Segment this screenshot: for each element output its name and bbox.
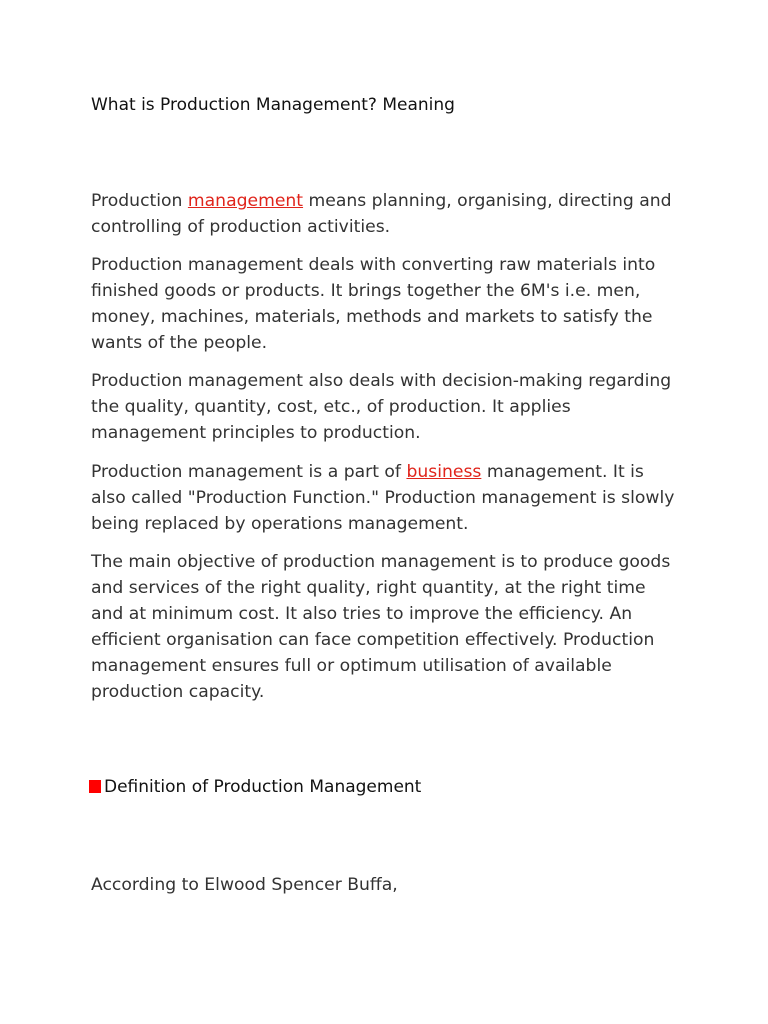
paragraph-6m: Production management deals with converting raw materials into finished goods or products. It brings together the 6M's i.e. men, money, machines, materials, methods and markets to satisfy the wants of the people. xyxy=(91,255,656,353)
paragraph-business xyxy=(91,459,681,537)
paragraph-text: means planning, organising, directing and controlling of production activities. xyxy=(91,191,672,237)
page-title: What is Production Management? Meaning xyxy=(91,95,455,115)
red-square-bullet-icon xyxy=(89,780,101,793)
paragraph-text: Production management is a part of xyxy=(91,462,407,482)
business-link[interactable]: business xyxy=(406,462,482,482)
paragraph-decision-making: Production management also deals with decision-making regarding the quality, quantity, cost, etc., of production. It applies management principles to production. xyxy=(91,371,672,443)
paragraph-objective: The main objective of production management is to produce goods and services of the right quality, right quantity, at the right time and at minimum cost. It also tries to improve the efficiency. An efficient organisation can face competition effectively. Production management ensures full or optimum utilisation of available production capacity. xyxy=(91,552,671,702)
paragraph-text: Production xyxy=(91,191,188,211)
paragraph-text: management. It is also called "Production Function." Production management is slowly being replaced by operations management. xyxy=(91,462,675,534)
management-link[interactable]: management xyxy=(187,191,304,211)
paragraph-meaning xyxy=(91,188,681,240)
quote-intro: According to Elwood Spencer Buffa, xyxy=(91,875,398,895)
section-heading-text: Definition of Production Management xyxy=(104,777,422,797)
section-heading xyxy=(89,776,421,798)
